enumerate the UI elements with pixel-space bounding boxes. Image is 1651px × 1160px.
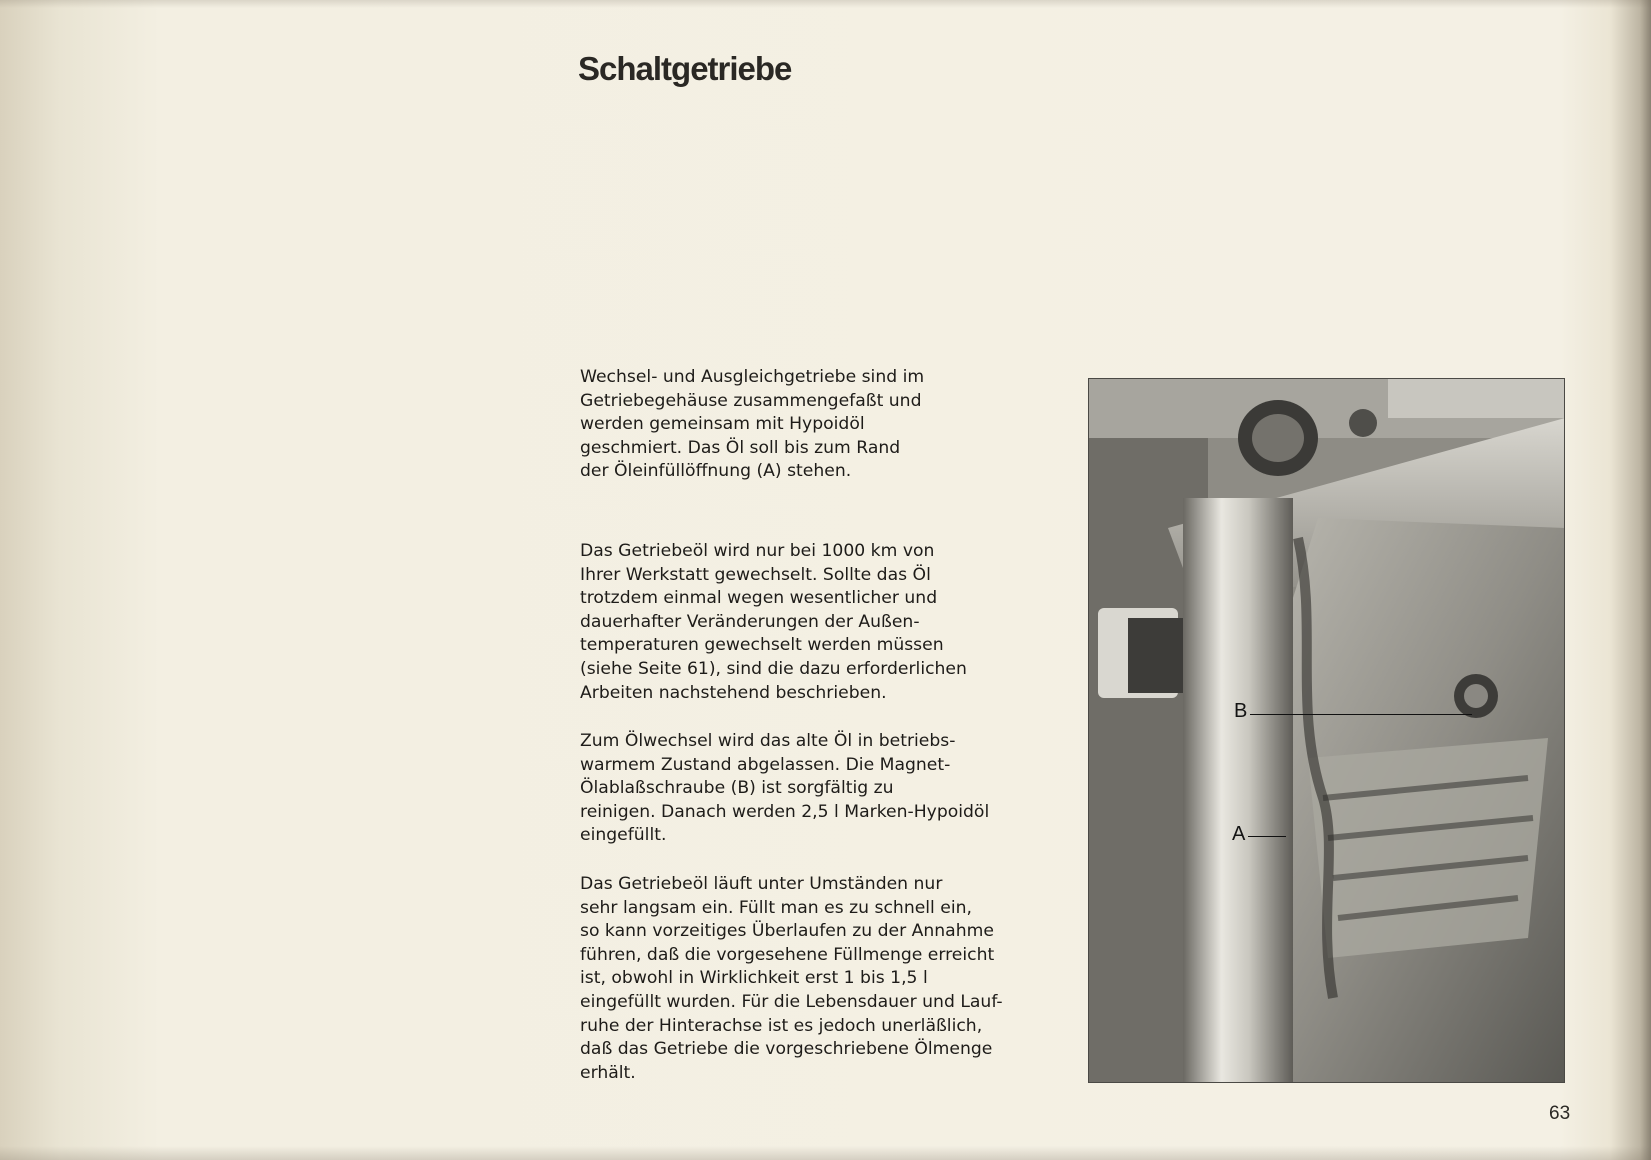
gearbox-illustration — [1088, 378, 1565, 1083]
leader-line-b — [1250, 714, 1472, 715]
text-line: geschmiert. Das Öl soll bis zum Rand — [580, 437, 901, 458]
text-line: ruhe der Hinterachse ist es jedoch unerläßlich, — [580, 1015, 983, 1036]
text-line: dauerhafter Veränderungen der Außen- — [580, 611, 920, 632]
page-bottom-shadow — [0, 1146, 1651, 1160]
page-number: 63 — [1549, 1103, 1571, 1124]
text-line: Getriebegehäuse zusammengefaßt und — [580, 390, 922, 411]
text-line: temperaturen gewechselt werden müssen — [580, 635, 944, 656]
text-line: Das Getriebeöl wird nur bei 1000 km von — [580, 541, 935, 561]
text-line: sehr langsam ein. Füllt man es zu schnell ein, — [580, 897, 973, 918]
photo-label-a: A — [1232, 823, 1246, 845]
text-line: ist, obwohl in Wirklichkeit erst 1 bis 1,5 l — [580, 968, 928, 989]
text-line: Wechsel- und Ausgleichgetriebe sind im — [580, 367, 925, 387]
paragraph-2 — [580, 540, 1060, 705]
text-line: so kann vorzeitiges Überlaufen zu der Annahme — [580, 921, 994, 942]
text-line: daß das Getriebe die vorgeschriebene Ölmenge — [580, 1039, 993, 1060]
text-line: der Öleinfüllöffnung (A) stehen. — [580, 461, 852, 482]
paragraph-1 — [580, 366, 1060, 484]
text-line: führen, daß die vorgesehene Füllmenge erreicht — [580, 944, 995, 965]
page-title: Schaltgetriebe — [578, 50, 792, 87]
paragraph-3 — [580, 730, 1060, 848]
text-line: reinigen. Danach werden 2,5 l Marken-Hypoidöl — [580, 801, 990, 822]
text-line: Ölablaßschraube (B) ist sorgfältig zu — [580, 778, 894, 799]
gearbox-photo — [1088, 378, 1565, 1083]
text-line: Zum Ölwechsel wird das alte Öl in betriebs- — [580, 731, 956, 751]
text-line: eingefüllt wurden. Für die Lebensdauer und Lauf- — [580, 991, 1003, 1012]
text-line: Arbeiten nachstehend beschrieben. — [580, 682, 887, 703]
text-line: eingefüllt. — [580, 825, 667, 846]
photo-label-b: B — [1234, 700, 1248, 722]
text-line: (siehe Seite 61), sind die dazu erforderlichen — [580, 658, 967, 679]
text-line: werden gemeinsam mit Hypoidöl — [580, 414, 865, 435]
leader-line-a — [1248, 836, 1286, 837]
paragraph-4 — [580, 873, 1060, 1085]
text-line: Das Getriebeöl läuft unter Umständen nur — [580, 874, 943, 894]
text-line: Ihrer Werkstatt gewechselt. Sollte das Öl — [580, 564, 931, 585]
text-line: trotzdem einmal wegen wesentlicher und — [580, 588, 938, 609]
text-line: warmem Zustand abgelassen. Die Magnet- — [580, 754, 951, 775]
page-top-shadow — [0, 0, 1651, 8]
text-line: erhält. — [580, 1062, 636, 1083]
